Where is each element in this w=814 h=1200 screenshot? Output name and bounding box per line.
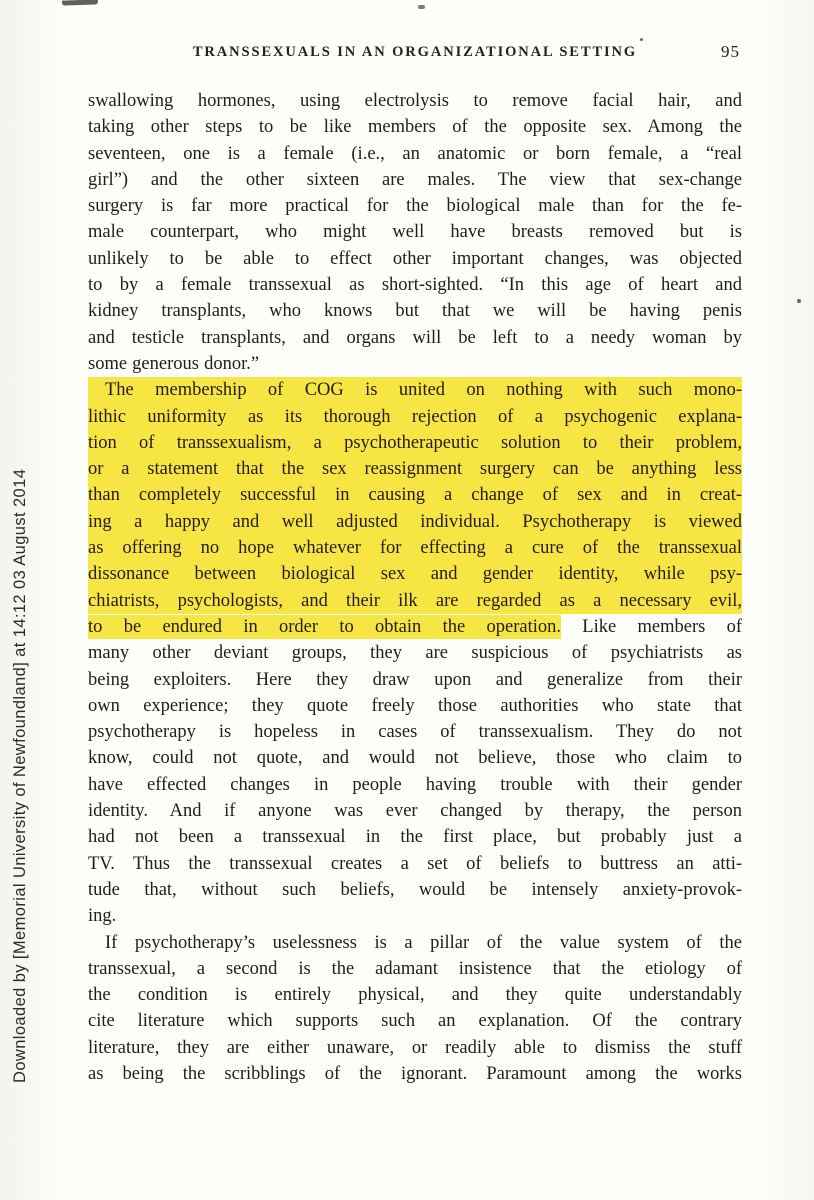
text-line xyxy=(88,614,742,640)
text-line xyxy=(88,377,742,403)
text-line xyxy=(88,561,742,587)
body-text: own experience; they quote freely those authorities who state that xyxy=(88,695,742,716)
highlighted-text: ing a happy and well adjusted individual. Psychotherapy is viewed xyxy=(88,511,742,532)
highlighted-text: chiatrists, psychologists, and their ilk are regarded as a necessary evil, xyxy=(88,590,742,611)
text-line xyxy=(88,88,742,114)
running-head-title: TRANSSEXUALS IN AN ORGANIZATIONAL SETTING xyxy=(192,44,638,60)
text-line xyxy=(88,745,742,771)
text-line xyxy=(88,509,742,535)
body-text: If psychotherapy’s uselessness is a pillar of the value system of the xyxy=(105,932,742,953)
text-line xyxy=(88,167,742,193)
highlighted-text: to be endured in order to obtain the operation. xyxy=(88,616,561,637)
text-line xyxy=(88,1008,742,1034)
page-body xyxy=(88,88,742,1087)
text-line xyxy=(88,851,742,877)
text-line xyxy=(88,956,742,982)
body-text: identity. And if anyone was ever changed by therapy, the person xyxy=(88,801,742,822)
scan-speck-artifact xyxy=(418,5,425,9)
text-line xyxy=(88,640,742,666)
text-line xyxy=(88,456,742,482)
text-line xyxy=(88,404,742,430)
text-line xyxy=(88,693,742,719)
text-line xyxy=(88,930,742,956)
highlighted-text: The membership of COG is united on nothing with such mono- xyxy=(105,380,742,401)
scan-smudge-artifact xyxy=(62,0,98,6)
text-line xyxy=(88,1035,742,1061)
text-line xyxy=(88,877,742,903)
text-line xyxy=(88,719,742,745)
text-line xyxy=(88,482,742,508)
text-line xyxy=(88,798,742,824)
text-line xyxy=(88,325,742,351)
text-line xyxy=(88,193,742,219)
body-text: some generous donor.” xyxy=(88,353,260,374)
body-text: TV. Thus the transsexual creates a set of beliefs to buttress an atti- xyxy=(88,853,742,874)
scan-dot-artifact xyxy=(797,299,801,303)
text-line xyxy=(88,141,742,167)
text-line xyxy=(88,903,742,929)
highlighted-text: than completely successful in causing a change of sex and in creat- xyxy=(88,485,742,506)
body-text: ing. xyxy=(88,906,117,927)
body-text: being exploiters. Here they draw upon and generalize from their xyxy=(88,669,742,690)
body-text: tude that, without such beliefs, would be intensely anxiety-provok- xyxy=(88,879,742,900)
body-text: had not been a transsexual in the first place, but probably just a xyxy=(88,827,742,848)
body-text: Like members of xyxy=(560,616,743,637)
body-text: psychotherapy is hopeless in cases of transsexualism. They do not xyxy=(88,722,742,743)
text-line xyxy=(88,430,742,456)
body-text: girl”) and the other sixteen are males. The view that sex-change xyxy=(88,169,742,190)
text-line xyxy=(88,114,742,140)
body-text: know, could not quote, and would not believe, those who claim to xyxy=(88,748,742,769)
body-text: kidney transplants, who knows but that we will be having penis xyxy=(88,301,742,322)
page-header xyxy=(88,44,742,68)
body-text: and testicle transplants, and organs will be left to a needy woman by xyxy=(88,327,742,348)
body-text: surgery is far more practical for the biological male than for the fe- xyxy=(88,196,742,217)
body-text: the condition is entirely physical, and they quite understandably xyxy=(88,985,742,1006)
highlighted-text: or a statement that the sex reassignment surgery can be anything less xyxy=(88,459,742,480)
page-number: 95 xyxy=(721,42,740,61)
text-line xyxy=(88,219,742,245)
body-text: to by a female transsexual as short-sighted. “In this age of heart and xyxy=(88,275,742,296)
body-text: as being the scribblings of the ignorant. Paramount among the works xyxy=(88,1063,742,1084)
text-line xyxy=(88,588,742,614)
highlighted-text: dissonance between biological sex and gender identity, while psy- xyxy=(88,564,742,585)
body-text: literature, they are either unaware, or readily able to dismiss the stuff xyxy=(88,1037,742,1058)
text-line xyxy=(88,1061,742,1087)
text-line xyxy=(88,824,742,850)
text-line xyxy=(88,667,742,693)
body-text: have effected changes in people having trouble with their gender xyxy=(88,774,742,795)
text-line xyxy=(88,272,742,298)
highlighted-text: lithic uniformity as its thorough rejection of a psychogenic explana- xyxy=(88,406,742,427)
body-text: male counterpart, who might well have breasts removed but is xyxy=(88,222,742,243)
text-line xyxy=(88,246,742,272)
highlighted-text: tion of transsexualism, a psychotherapeutic solution to their problem, xyxy=(88,432,742,453)
text-line xyxy=(88,351,742,377)
scan-dot-artifact xyxy=(640,38,643,41)
text-line xyxy=(88,535,742,561)
body-text: cite literature which supports such an explanation. Of the contrary xyxy=(88,1011,742,1032)
body-text: taking other steps to be like members of the opposite sex. Among the xyxy=(88,117,742,138)
text-line xyxy=(88,982,742,1008)
body-text: swallowing hormones, using electrolysis to remove facial hair, and xyxy=(88,91,742,111)
body-text: seventeen, one is a female (i.e., an anatomic or born female, a “real xyxy=(88,143,742,164)
highlighted-text: as offering no hope whatever for effecting a cure of the transsexual xyxy=(88,538,742,559)
download-watermark: Downloaded by [Memorial University of Newfoundland] at 14:12 03 August 2014 xyxy=(11,468,29,1083)
body-text: many other deviant groups, they are suspicious of psychiatrists as xyxy=(88,643,742,664)
body-text: transsexual, a second is the adamant insistence that the etiology of xyxy=(88,958,742,979)
text-line xyxy=(88,298,742,324)
body-text: unlikely to be able to effect other important changes, was objected xyxy=(88,248,742,269)
text-line xyxy=(88,772,742,798)
